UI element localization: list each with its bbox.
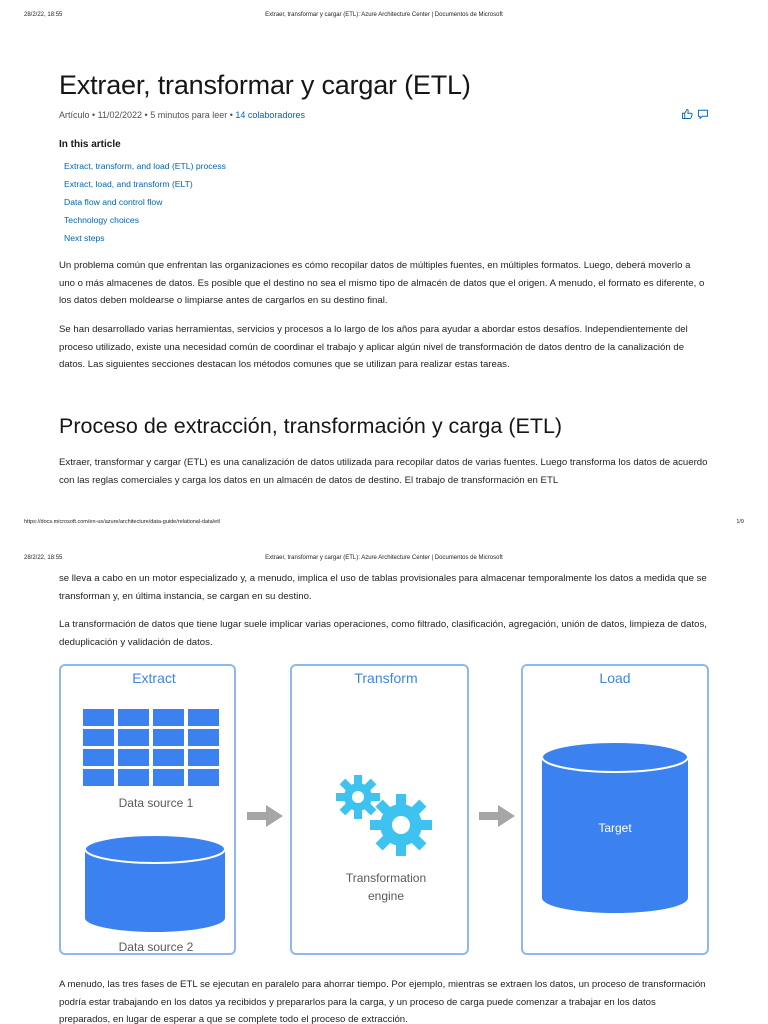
page-number: 1/9 bbox=[736, 519, 744, 525]
section-paragraph-2: La transformación de datos que tiene lugar suele implicar varias operaciones, como filtrado, clasificación, agregación, unión de datos, limpieza de datos, deduplicación y validación de datos. bbox=[59, 619, 707, 648]
toc-link[interactable]: Data flow and control flow bbox=[64, 197, 163, 207]
print-header bbox=[0, 12, 768, 26]
meta-info: Artículo • 11/02/2022 • 5 minutos para leer • bbox=[59, 110, 233, 120]
arrow-right-icon bbox=[247, 805, 283, 827]
toc-list bbox=[64, 160, 226, 250]
load-title: Load bbox=[599, 670, 631, 686]
section-paragraph-3: A menudo, las tres fases de ETL se ejecutan en paralelo para ahorrar tiempo. Por ejemplo, mientras se extraen los datos, un proceso de transformación podría estar trabajando en los datos ya recibidos y prepararlos para la carga, y un proceso de carga puede comenzar a trabajar en los datos preparados, en lugar de esperar a que se complete todo el proceso de extracción. bbox=[59, 979, 706, 1024]
print-title: Extraer, transformar y cargar (ETL): Azure Architecture Center | Documentos de Microsoft bbox=[265, 12, 503, 18]
etl-diagram bbox=[58, 662, 714, 958]
toc-link[interactable]: Extract, load, and transform (ELT) bbox=[64, 179, 193, 189]
article-meta bbox=[59, 110, 305, 120]
data-source-2-label: Data source 2 bbox=[118, 940, 194, 954]
database-cylinder-icon bbox=[85, 835, 225, 932]
intro-paragraph-2: Se han desarrollado varias herramientas, servicios y procesos a lo largo de los años para ayudar a abordar estos desafíos. Independientemente del proceso utilizado, existe una necesidad común de coordinar el trabajo y aplicar algún nivel de transformación de datos dentro de la canalización de datos. Las siguientes secciones destacan los métodos comunes que se utilizan para realizar estas tareas. bbox=[59, 324, 688, 370]
section-paragraph-1-continued: se lleva a cabo en un motor especializado y, a menudo, implica el uso de tablas provisionales para almacenar temporalmente los datos a medida que se transforman y, en última instancia, se cargan en su destino. bbox=[59, 573, 707, 602]
print-date: 28/2/22, 18:55 bbox=[24, 555, 63, 561]
section-paragraph-1: Extraer, transformar y cargar (ETL) es una canalización de datos utilizada para recopilar datos de varias fuentes. Luego transforma los datos de acuerdo con las reglas comerciales y carga los datos en un almacén de datos de destino. El trabajo de transformación en ETL bbox=[59, 457, 708, 486]
print-date: 28/2/22, 18:55 bbox=[24, 12, 63, 18]
contributors-link[interactable]: 14 colaboradores bbox=[235, 110, 305, 120]
engine-label-line2: engine bbox=[367, 889, 405, 903]
engine-label-line1: Transformation bbox=[345, 871, 427, 885]
arrow-right-icon bbox=[479, 805, 515, 827]
intro-paragraph-1: Un problema común que enfrentan las organizaciones es cómo recopilar datos de múltiples fuentes, en múltiples formatos. Luego, deberá moverlo a uno o más almacenes de datos. Es posible que el destino no sea el mismo tipo de almacén de datos que el origen. A menudo, el formato es diferente, o los datos deben moldearse o limpiarse antes de cargarlos en su destino final. bbox=[59, 260, 705, 306]
print-header bbox=[0, 555, 768, 569]
pdf-page-2 bbox=[0, 548, 768, 1024]
speech-bubble-icon[interactable] bbox=[697, 108, 709, 123]
target-label: Target bbox=[598, 821, 632, 835]
toc-link[interactable]: Extract, transform, and load (ETL) process bbox=[64, 161, 226, 171]
toc-link[interactable]: Next steps bbox=[64, 233, 105, 243]
page-title: Extraer, transformar y cargar (ETL) bbox=[59, 70, 471, 100]
section-heading: Proceso de extracción, transformación y carga (ETL) bbox=[59, 414, 563, 438]
print-title: Extraer, transformar y cargar (ETL): Azure Architecture Center | Documentos de Microsoft bbox=[265, 555, 503, 561]
toc-link[interactable]: Technology choices bbox=[64, 215, 140, 225]
print-url: https://docs.microsoft.com/en-us/azure/architecture/data-guide/relational-data/etl bbox=[24, 519, 220, 525]
extract-title: Extract bbox=[132, 670, 176, 686]
transform-title: Transform bbox=[354, 670, 418, 686]
data-source-1-label: Data source 1 bbox=[118, 796, 194, 810]
thumbs-up-icon[interactable] bbox=[681, 108, 693, 123]
toc-heading: In this article bbox=[59, 139, 121, 150]
